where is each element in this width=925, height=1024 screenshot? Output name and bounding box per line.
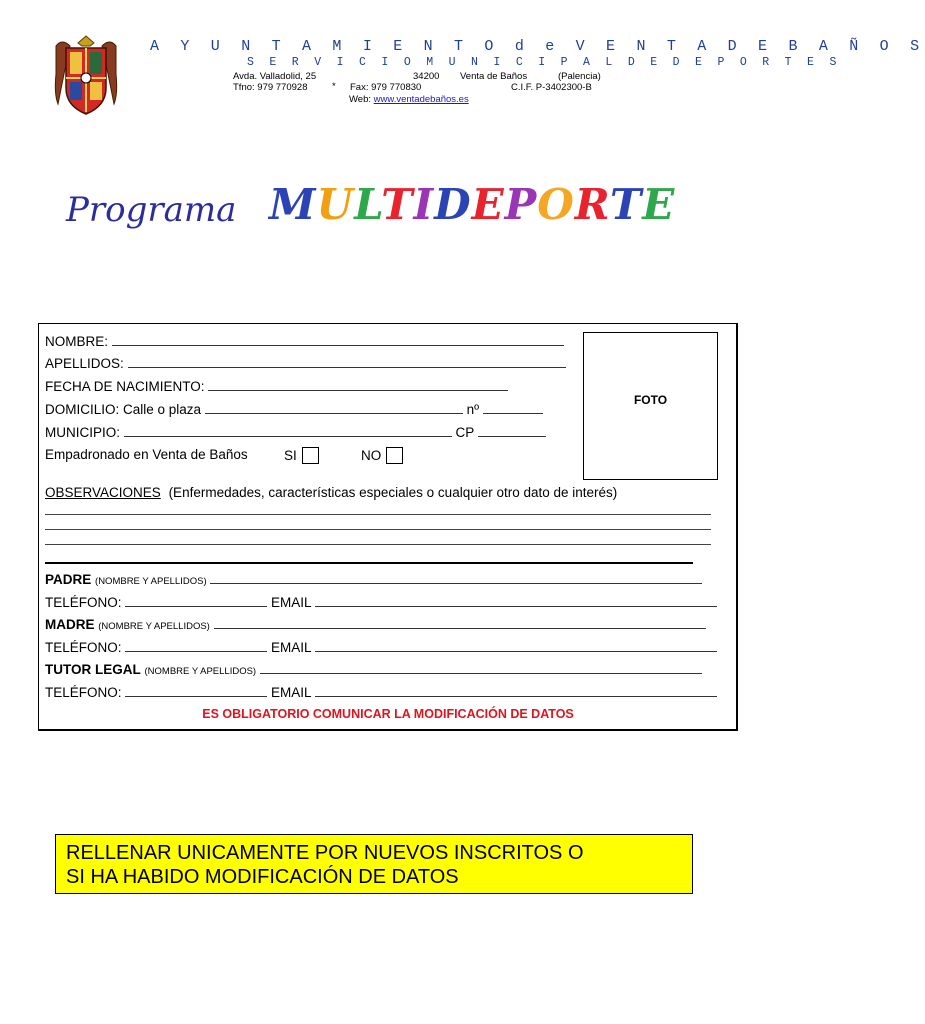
padre-email-field[interactable] xyxy=(315,595,717,607)
instructions-line-1: RELLENAR UNICAMENTE POR NUEVOS INSCRITOS O xyxy=(66,842,584,864)
photo-label: FOTO xyxy=(633,393,668,407)
program-word: Programa xyxy=(66,190,237,230)
madre-label: MADRE xyxy=(45,617,95,632)
instructions-line-2: SI HA HABIDO MODIFICACIÓN DE DATOS xyxy=(66,866,459,888)
si-label: SI xyxy=(284,448,297,463)
cp-field[interactable] xyxy=(478,425,546,437)
observaciones-hint: (Enfermedades, características especiales o cualquier otro dato de interés) xyxy=(168,485,618,500)
padre-name-field[interactable] xyxy=(210,572,702,584)
program-letter-12: E xyxy=(642,180,676,229)
padre-hint: (NOMBRE Y APELLIDOS) xyxy=(95,576,207,587)
observaciones-row xyxy=(45,485,617,500)
program-letter-9: O xyxy=(537,180,575,229)
madre-telefono-label: TELÉFONO: xyxy=(45,640,122,655)
tutor-email-field[interactable] xyxy=(315,685,717,697)
padre-telefono-label: TELÉFONO: xyxy=(45,595,122,610)
instructions-box xyxy=(55,834,693,894)
padre-email-label: EMAIL xyxy=(271,595,312,610)
province: (Palencia) xyxy=(558,71,601,82)
photo-box xyxy=(583,332,718,480)
tutor-row xyxy=(45,662,702,677)
apellidos-label: APELLIDOS: xyxy=(45,356,124,371)
nombre-label: NOMBRE: xyxy=(45,334,109,349)
web-line xyxy=(349,94,469,105)
municipio-field[interactable] xyxy=(124,425,452,437)
department-title: S E R V I C I O M U N I C I P A L D E D E P O R T E S xyxy=(247,56,841,69)
program-letter-5: I xyxy=(413,180,435,229)
council-title: A Y U N T A M I E N T O d e V E N T A D E B A Ñ O S xyxy=(150,38,925,55)
madre-email-label: EMAIL xyxy=(271,640,312,655)
numero-field[interactable] xyxy=(483,402,543,414)
city: Venta de Baños xyxy=(460,71,528,82)
program-letter-7: E xyxy=(471,180,505,229)
web-label: Web: xyxy=(349,94,372,105)
town-crest-logo xyxy=(50,34,122,118)
madre-row xyxy=(45,617,706,632)
observaciones-line-2[interactable] xyxy=(45,528,711,530)
domicilio-row xyxy=(45,402,543,417)
program-letter-3: L xyxy=(354,180,382,229)
tutor-hint: (NOMBRE Y APELLIDOS) xyxy=(144,666,257,677)
program-title-multideporte xyxy=(269,180,675,229)
madre-hint: (NOMBRE Y APELLIDOS) xyxy=(98,621,210,632)
no-label: NO xyxy=(361,448,382,463)
madre-name-field[interactable] xyxy=(214,617,706,629)
fecha-label: FECHA DE NACIMIENTO: xyxy=(45,379,205,394)
nombre-field[interactable] xyxy=(112,334,564,346)
municipio-row xyxy=(45,425,546,440)
tutor-telefono-label: TELÉFONO: xyxy=(45,685,122,700)
padre-row xyxy=(45,572,702,587)
tutor-telefono-field[interactable] xyxy=(125,685,267,697)
tutor-name-field[interactable] xyxy=(260,662,702,674)
empadronado-row xyxy=(45,447,248,462)
tutor-email-label: EMAIL xyxy=(271,685,312,700)
cp-label: CP xyxy=(455,425,475,440)
address: Avda. Valladolid, 25 xyxy=(233,71,317,82)
observaciones-line-1[interactable] xyxy=(45,513,711,515)
domicilio-label: DOMICILIO: Calle o plaza xyxy=(45,402,202,417)
web-link[interactable]: www.ventadebaños.es xyxy=(373,94,469,105)
numero-label: nº xyxy=(466,402,480,417)
bullet-separator: * xyxy=(332,81,336,92)
domicilio-field[interactable] xyxy=(205,402,463,414)
program-letter-4: T xyxy=(381,180,414,229)
fecha-field[interactable] xyxy=(208,379,508,391)
padre-telefono-field[interactable] xyxy=(125,595,267,607)
si-option xyxy=(284,447,319,464)
madre-contact-row xyxy=(45,640,717,655)
si-checkbox[interactable] xyxy=(302,447,319,464)
padre-label: PADRE xyxy=(45,572,92,587)
apellidos-row xyxy=(45,356,566,371)
program-letter-2: U xyxy=(316,180,355,229)
tutor-contact-row xyxy=(45,685,717,700)
padre-contact-row xyxy=(45,595,717,610)
apellidos-field[interactable] xyxy=(128,356,566,368)
tutor-label: TUTOR LEGAL xyxy=(45,662,141,677)
no-checkbox[interactable] xyxy=(386,447,403,464)
nombre-row xyxy=(45,334,564,349)
empadronado-label: Empadronado en Venta de Baños xyxy=(45,447,248,462)
program-letter-6: D xyxy=(434,180,472,229)
fax: Fax: 979 770830 xyxy=(350,82,422,93)
no-option xyxy=(361,447,403,464)
mandatory-notice: ES OBLIGATORIO COMUNICAR LA MODIFICACIÓN DE DATOS xyxy=(202,707,574,721)
postal-code: 34200 xyxy=(413,71,440,82)
section-divider xyxy=(45,562,693,564)
cif: C.I.F. P-3402300-B xyxy=(511,82,592,93)
program-letter-11: T xyxy=(609,180,643,229)
observaciones-line-3[interactable] xyxy=(45,543,711,545)
madre-telefono-field[interactable] xyxy=(125,640,267,652)
phone: Tfno: 979 770928 xyxy=(233,82,308,93)
program-letter-8: P xyxy=(504,180,538,229)
madre-email-field[interactable] xyxy=(315,640,717,652)
observaciones-label: OBSERVACIONES xyxy=(45,485,161,500)
municipio-label: MUNICIPIO: xyxy=(45,425,121,440)
program-letter-10: R xyxy=(574,180,610,229)
fecha-row xyxy=(45,379,508,394)
program-letter-1: M xyxy=(269,180,317,229)
